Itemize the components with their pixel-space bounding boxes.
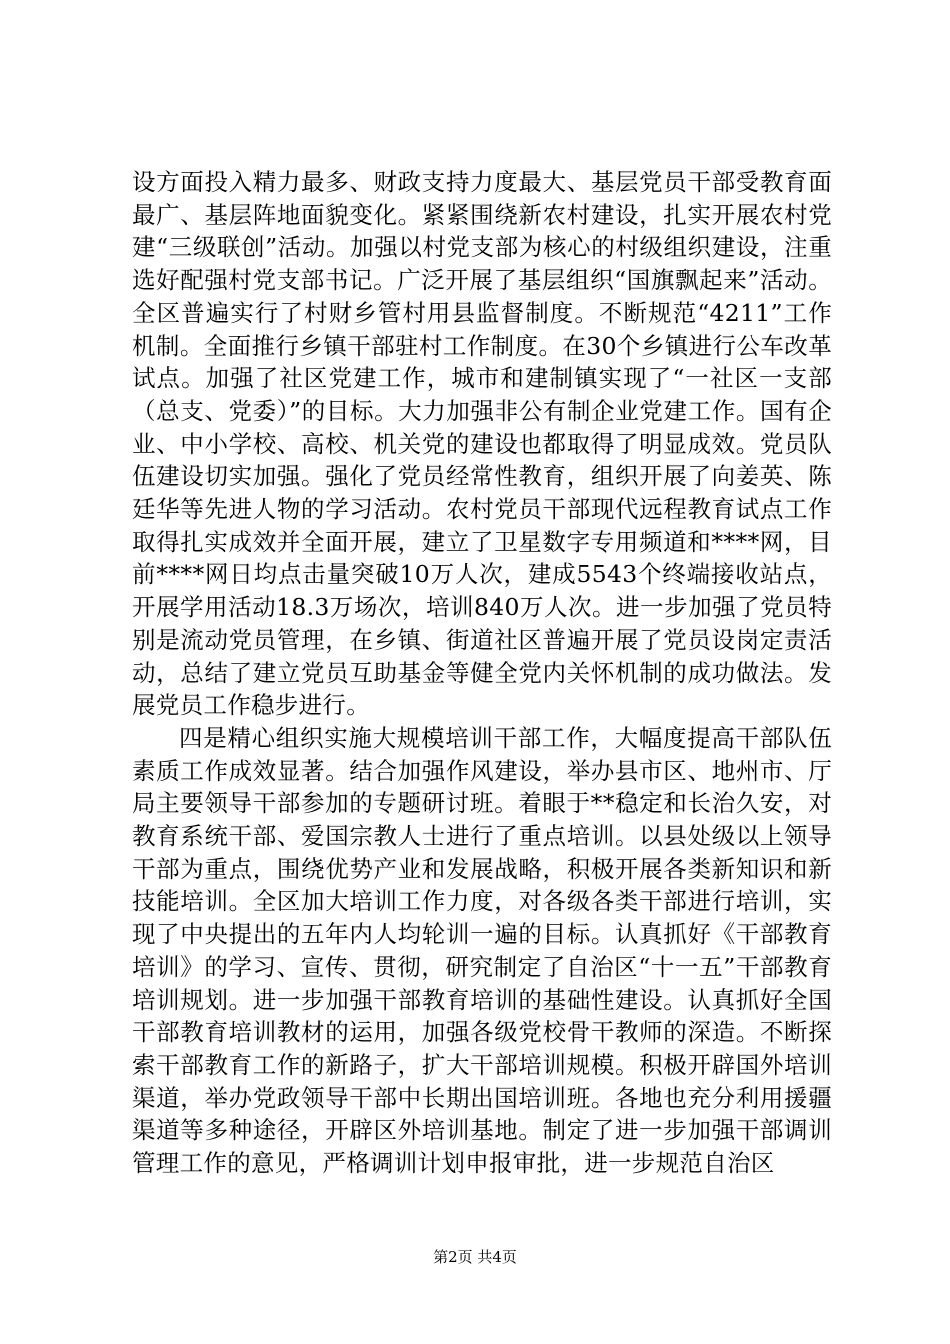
paragraph-2: 四是精心组织实施大规模培训干部工作，大幅度提高干部队伍素质工作成效显著。结合加强作风建设，举办县市区、地州市、厅局主要领导干部参加的专题研讨班。着眼于**稳定和长治久安，对教育系统干部、爱国宗教人士进行了重点培训。以县处级以上领导干部为重点，围绕优势产业和发展战略，积极开展各类新知识和新技能培训。全区加大培训工作力度，对各级各类干部进行培训，实现了中央提出的五年内人均轮训一遍的目标。认真抓好《干部教育培训》的学习、宣传、贯彻，研究制定了自治区“十一五”干部教育培训规划。进一步加强干部教育培训的基础性建设。认真抓好全国干部教育培训教材的运用，加强各级党校骨干教师的深造。不断探索干部教育工作的新路子，扩大干部培训规模。积极开辟国外培训渠道，举办党政领导干部中长期出国培训班。各地也充分利用援疆渠道等多种途径，开辟区外培训基地。制定了进一步加强干部调训管理工作的意见，严格调训计划申报审批，进一步规范自治区	[132, 723, 832, 1178]
paragraph-1: 设方面投入精力最多、财政支持力度最大、基层党员干部受教育面最广、基层阵地面貌变化。紧紧围绕新农村建设，扎实开展农村党建“三级联创”活动。加强以村党支部为核心的村级组织建设，注重选好配强村党支部书记。广泛开展了基层组织“国旗飘起来”活动。全区普遍实行了村财乡管村用县监督制度。不断规范“4211”工作机制。全面推行乡镇干部驻村工作制度。在30个乡镇进行公车改革试点。加强了社区党建工作，城市和建制镇实现了“一社区一支部（总支、党委）”的目标。大力加强非公有制企业党建工作。国有企业、中小学校、高校、机关党的建设也都取得了明显成效。党员队伍建设切实加强。强化了党员经常性教育，组织开展了向姜英、陈廷华等先进人物的学习活动。农村党员干部现代远程教育试点工作取得扎实成效并全面开展，建立了卫星数字专用频道和****网，目前****网日均点击量突破10万人次，建成5543个终端接收站点，开展学用活动18.3万场次，培训840万人次。进一步加强了党员特别是流动党员管理，在乡镇、街道社区普遍开展了党员设岗定责活动，总结了建立党员互助基金等健全党内关怀机制的成功做法。发展党员工作稳步进行。	[132, 168, 832, 720]
page-footer	[0, 1247, 950, 1267]
page-number: 第2页 共4页	[433, 1248, 517, 1266]
document-body	[132, 166, 832, 1180]
